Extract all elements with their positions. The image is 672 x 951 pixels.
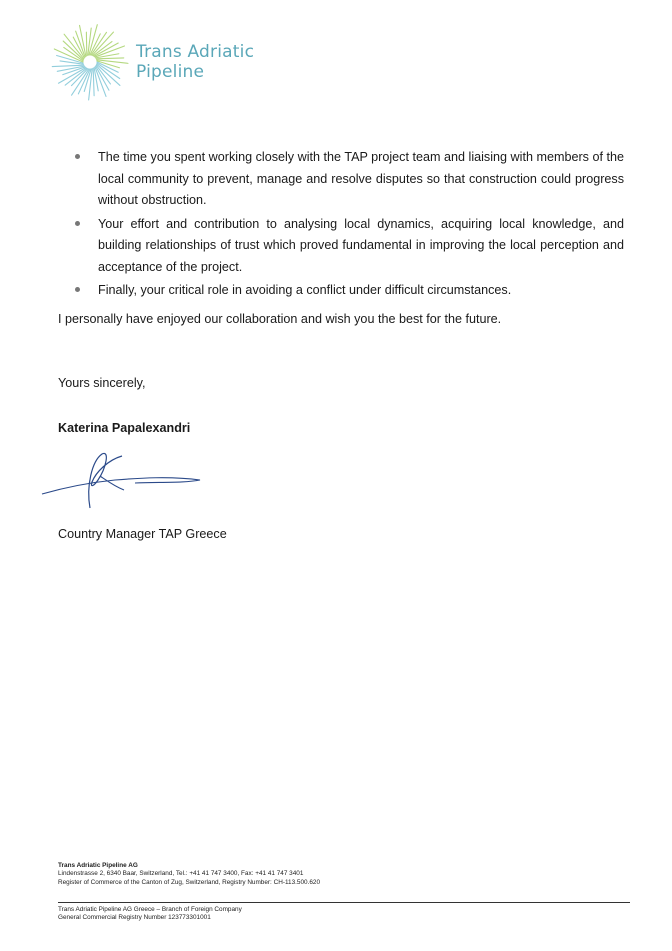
- footer-register: Register of Commerce of the Canton of Zug, Switzerland, Registry Number: CH-113.500.620: [58, 878, 321, 886]
- list-item: [72, 280, 624, 302]
- handwritten-signature: [40, 446, 210, 514]
- company-logo: [50, 22, 255, 102]
- footer-divider: [58, 902, 630, 903]
- bullet-icon: [75, 154, 80, 159]
- logo-ray: [97, 60, 128, 64]
- achievement-list: [72, 147, 624, 304]
- list-item-text: The time you spent working closely with the TAP project team and liaising with members of the local community to prevent, manage and resolve disputes so that construction could progress without obstruction.: [98, 150, 624, 207]
- bullet-icon: [75, 287, 80, 292]
- list-item-text: Your effort and contribution to analysing local dynamics, acquiring local knowledge, and building relationships of trust which proved fundamental in improving the local perception and acceptance of the project.: [98, 216, 624, 274]
- signer-role: Country Manager TAP Greece: [58, 527, 227, 541]
- list-item: [72, 147, 624, 212]
- logo-ray: [52, 65, 83, 66]
- logo-wordmark: [136, 42, 254, 82]
- bullet-icon: [75, 221, 80, 226]
- logo-ray: [96, 58, 124, 59]
- footer-commercial-registry: General Commercial Registry Number 123773301001: [58, 914, 211, 922]
- salutation: Yours sincerely,: [58, 376, 146, 390]
- logo-line-2: Pipeline: [136, 62, 205, 82]
- logo-line-1: Trans Adriatic: [136, 42, 255, 62]
- footer-company-info: [58, 862, 320, 887]
- footer-address: Lindenstrasse 2, 6340 Baar, Switzerland, Tel.: +41 41 747 3400, Fax: +41 41 747 3401: [58, 870, 304, 878]
- footer-branch-info: [58, 906, 242, 923]
- list-item: [72, 214, 624, 279]
- logo-ray: [93, 68, 94, 96]
- logo-ray: [89, 69, 93, 100]
- footer-company-name: Trans Adriatic Pipeline AG: [58, 862, 138, 869]
- list-item-text: Finally, your critical role in avoiding a conflict under difficult circumstances.: [98, 283, 512, 297]
- footer-branch: Trans Adriatic Pipeline AG Greece – Branch of Foreign Company: [58, 906, 242, 913]
- starburst-logo-icon: [50, 22, 130, 102]
- signer-name: Katerina Papalexandri: [58, 421, 191, 435]
- closing-paragraph: I personally have enjoyed our collaboration and wish you the best for the future.: [58, 312, 502, 326]
